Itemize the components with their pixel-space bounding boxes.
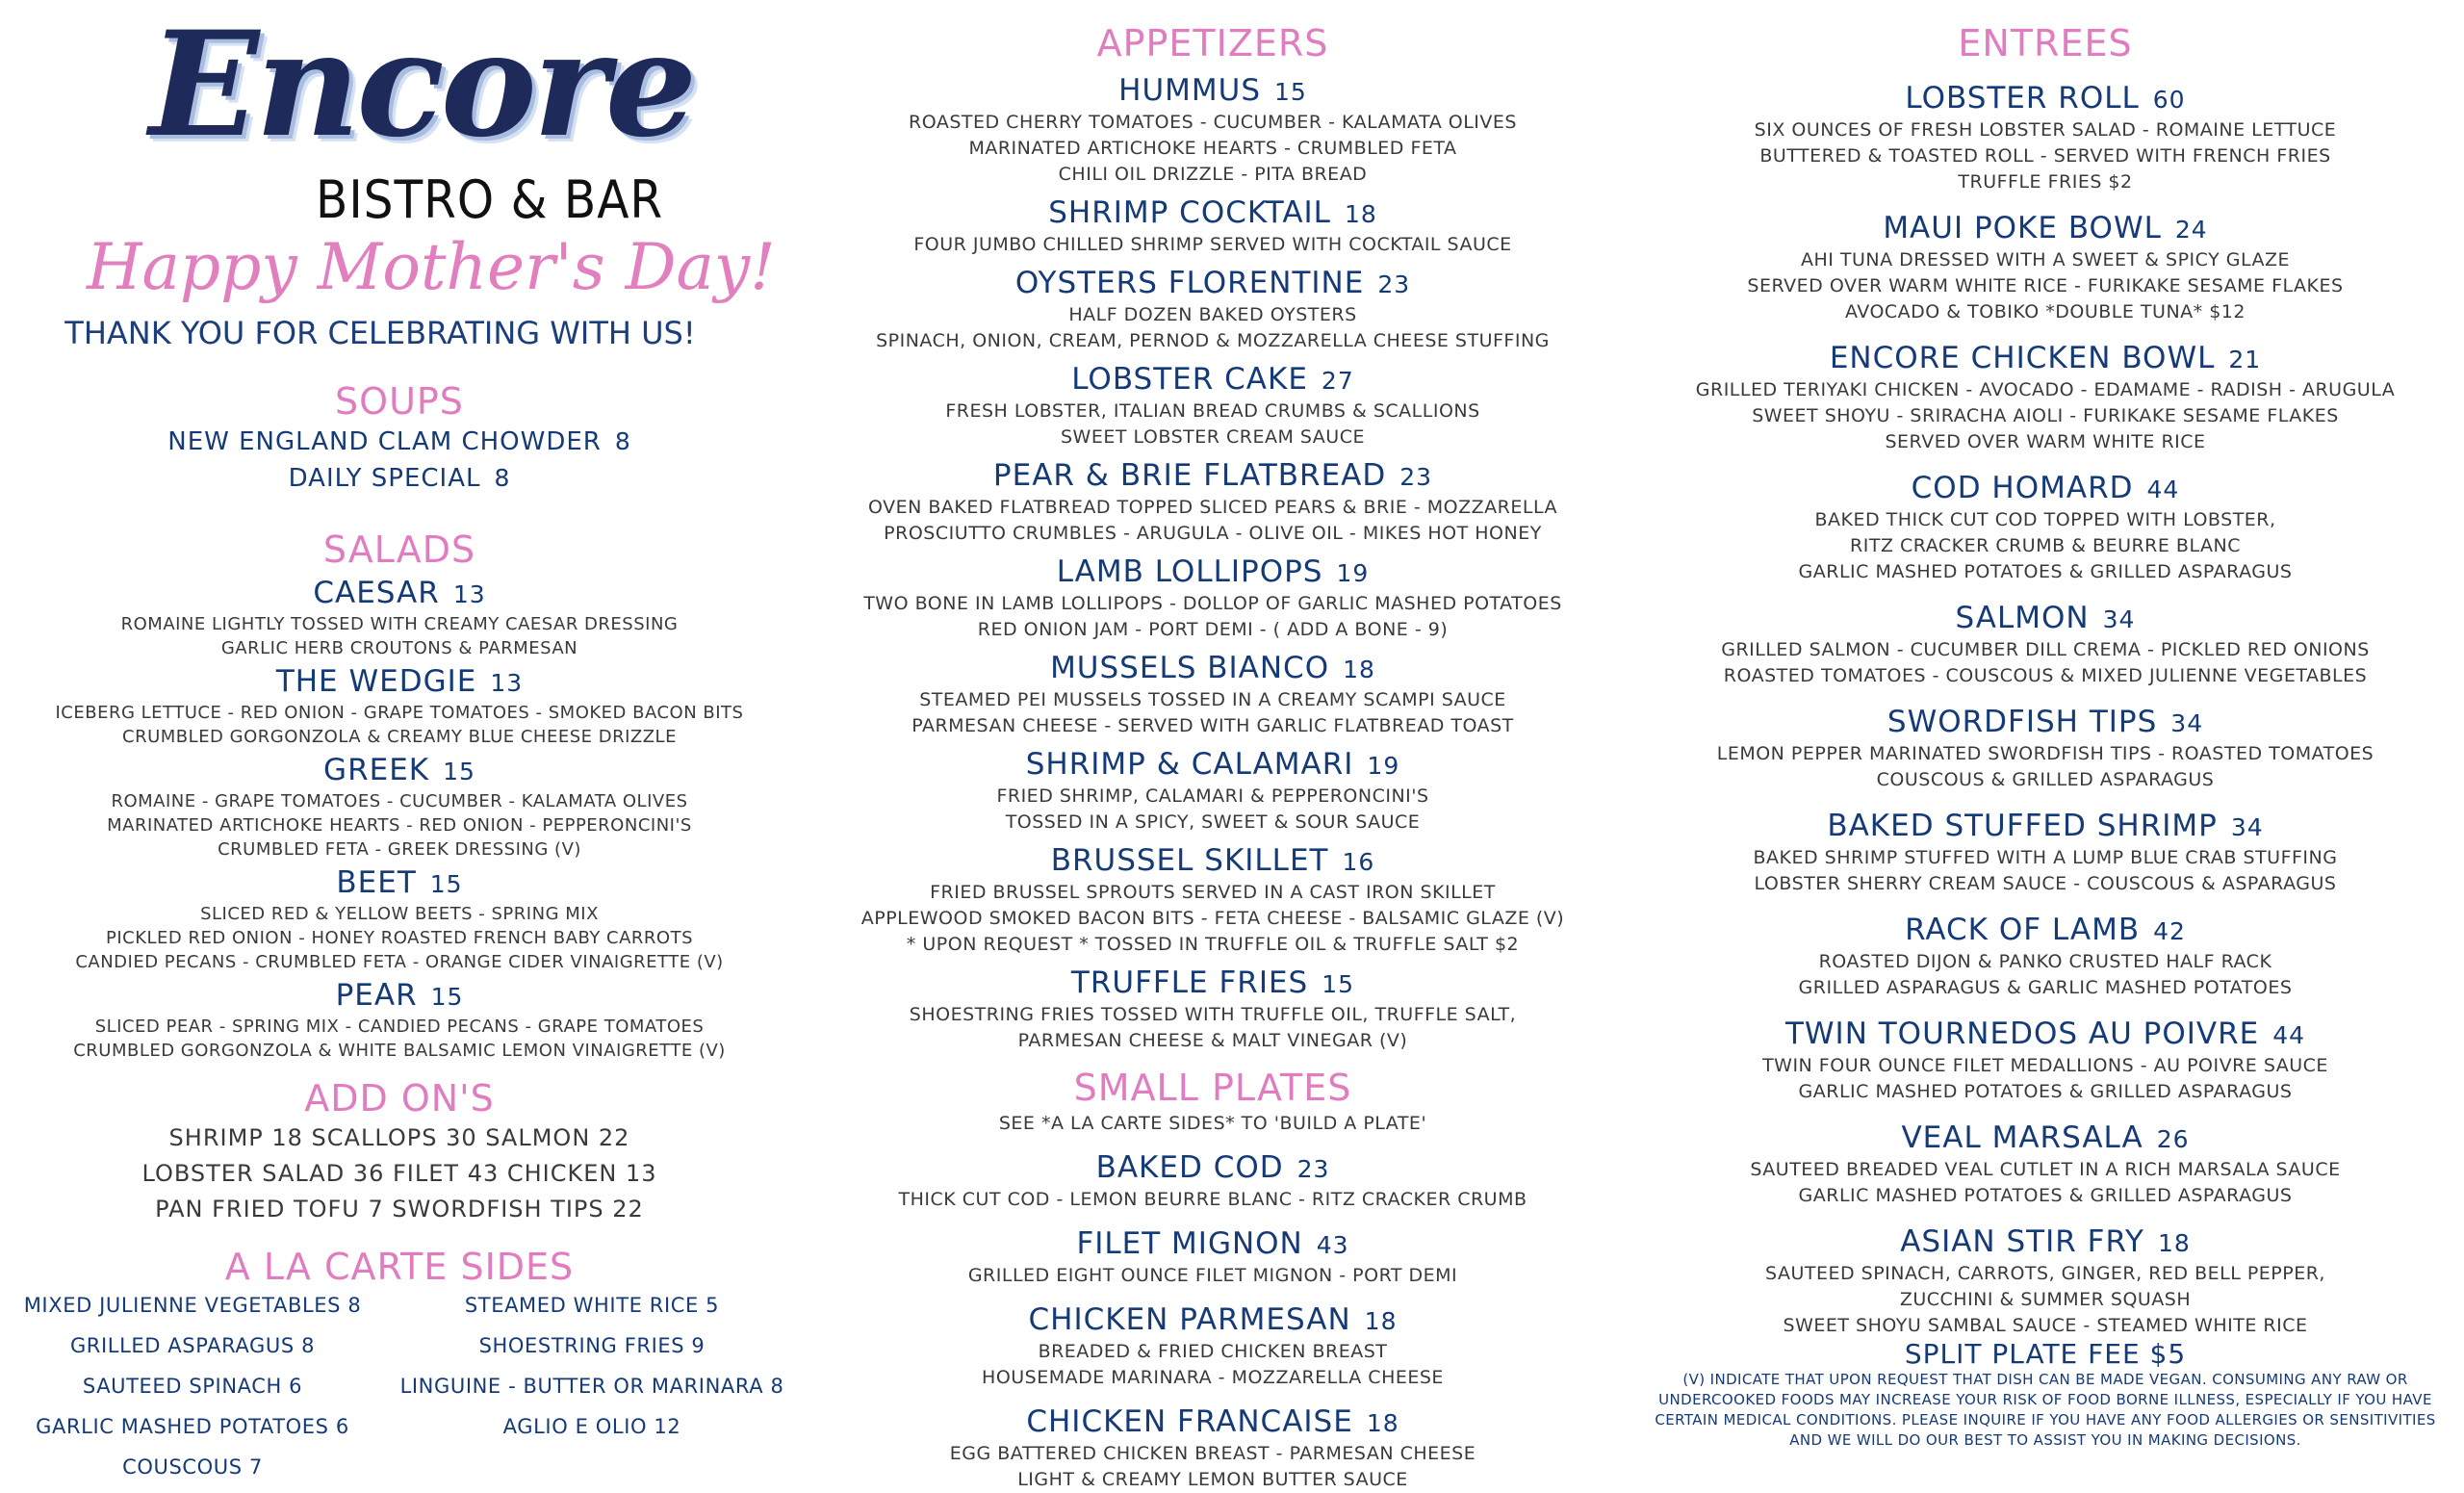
soup-price: 8 [614, 427, 631, 455]
greeting: Happy Mother's Day! [87, 230, 776, 304]
menu-item-description: SPINACH, ONION, CREAM, PERNOD & MOZZARELLA CHEESE STUFFING [876, 330, 1550, 351]
menu-item-name: GREEK [323, 753, 430, 787]
menu-item-name: TWIN TOURNEDOS AU POIVRE [1784, 1017, 2260, 1051]
logo [0, 0, 799, 231]
menu-item-heading [808, 747, 1617, 784]
menu-item-description: GARLIC MASHED POTATOES & GRILLED ASPARAGUS [1798, 561, 2293, 582]
menu-item [808, 747, 1617, 836]
menu-item-name: BAKED COD [1095, 1150, 1284, 1185]
menu-item [1627, 341, 2464, 455]
menu-item-description: BREADED & FRIED CHICKEN BREAST [1038, 1341, 1388, 1362]
menu-item-name: OYSTERS FLORENTINE [1014, 266, 1365, 300]
menu-item [808, 73, 1617, 188]
menu-item-description: SERVED OVER WARM WHITE RICE - FURIKAKE SESAME FLAKES [1747, 275, 2344, 296]
side-item: STEAMED WHITE RICE 5 [464, 1294, 720, 1317]
menu-item-description: HOUSEMADE MARINARA - MOZZARELLA CHEESE [982, 1367, 1444, 1388]
menu-item-description: PARMESAN CHEESE & MALT VINEGAR (V) [1017, 1030, 1408, 1051]
menu-item [0, 753, 799, 862]
menu-item-price: 44 [2146, 476, 2180, 503]
side-item: COUSCOUS 7 [122, 1455, 263, 1479]
menu-item-name: PEAR & BRIE FLATBREAD [992, 458, 1387, 493]
menu-item-description: TWIN FOUR OUNCE FILET MEDALLIONS - AU POIVRE SAUCE [1762, 1055, 2328, 1076]
menu-item-heading [808, 1404, 1617, 1441]
menu-item [808, 1226, 1617, 1289]
soup-item [0, 460, 799, 497]
menu-item-description: CRUMBLED GORGONZOLA & CREAMY BLUE CHEESE DRIZZLE [122, 727, 677, 747]
menu-item [1627, 1017, 2464, 1105]
menu-item-description: PICKLED RED ONION - HONEY ROASTED FRENCH BABY CARROTS [105, 928, 694, 948]
salads-list [0, 576, 799, 1063]
thanks-message: THANK YOU FOR CELEBRATING WITH US! [64, 315, 696, 351]
menu-item-price: 19 [1336, 559, 1370, 587]
menu-item-heading [1627, 1017, 2464, 1053]
menu-item-heading [808, 1150, 1617, 1187]
menu-item-description: RITZ CRACKER CRUMB & BEURRE BLANC [1850, 535, 2241, 556]
menu-item-description: TOSSED IN A SPICY, SWEET & SOUR SAUCE [1005, 811, 1421, 833]
appetizers-list [808, 73, 1617, 1054]
menu-item [1627, 705, 2464, 793]
menu-item-name: LOBSTER CAKE [1071, 362, 1308, 397]
menu-item-name: SHRIMP COCKTAIL [1048, 195, 1331, 230]
menu-item-description: LOBSTER SHERRY CREAM SAUCE - COUSCOUS & ASPARAGUS [1754, 873, 2337, 894]
addon-line: LOBSTER SALAD 36 FILET 43 CHICKEN 13 [141, 1160, 657, 1187]
menu-item-description: CANDIED PECANS - CRUMBLED FETA - ORANGE CIDER VINAIGRETTE (V) [75, 952, 724, 972]
menu-item-description: SERVED OVER WARM WHITE RICE [1885, 431, 2206, 452]
menu-item-name: PEAR [335, 978, 418, 1013]
soups-heading: SOUPS [335, 380, 464, 423]
menu-item-heading [808, 362, 1617, 399]
menu-item-name: TRUFFLE FRIES [1070, 965, 1309, 1000]
menu-item-price: 15 [1322, 970, 1355, 998]
menu-item [0, 664, 799, 749]
menu-item-heading [1627, 1120, 2464, 1157]
side-item: SAUTEED SPINACH 6 [82, 1375, 303, 1398]
menu-item-price: 44 [2272, 1021, 2306, 1049]
menu-item-heading [0, 865, 799, 902]
menu-item-name: FILET MIGNON [1076, 1226, 1303, 1261]
menu-item-description: GRILLED SALMON - CUCUMBER DILL CREMA - PICKLED RED ONIONS [1721, 639, 2370, 660]
logo-sub: BISTRO & BAR [316, 169, 664, 230]
menu-item-price: 18 [1343, 656, 1375, 683]
menu-item-heading [808, 73, 1617, 110]
salads-heading: SALADS [322, 528, 476, 571]
menu-item-description: ROASTED TOMATOES - COUSCOUS & MIXED JULIENNE VEGETABLES [1723, 665, 2368, 686]
menu-item-description: GRILLED TERIYAKI CHICKEN - AVOCADO - EDAMAME - RADISH - ARUGULA [1695, 379, 2396, 400]
menu-item-description: MARINATED ARTICHOKE HEARTS - RED ONION - PEPPERONCINI'S [107, 815, 692, 836]
menu-item-description: CHILI OIL DRIZZLE - PITA BREAD [1058, 164, 1368, 185]
side-item: SHOESTRING FRIES 9 [478, 1334, 706, 1357]
menu-item-description: LEMON PEPPER MARINATED SWORDFISH TIPS - ROASTED TOMATOES [1716, 743, 2374, 764]
menu-item-description: ROASTED DIJON & PANKO CRUSTED HALF RACK [1818, 951, 2272, 972]
menu-item-heading [808, 1226, 1617, 1263]
addon-line: SHRIMP 18 SCALLOPS 30 SALMON 22 [168, 1124, 630, 1151]
menu-item-price: 18 [1364, 1307, 1398, 1335]
menu-item-description: SAUTEED BREADED VEAL CUTLET IN A RICH MARSALA SAUCE [1750, 1159, 2341, 1180]
soup-name: DAILY SPECIAL [288, 464, 481, 493]
menu-item-heading [808, 965, 1617, 1002]
menu-item-description: GRILLED ASPARAGUS & GARLIC MASHED POTATOES [1798, 977, 2293, 998]
menu-item-description: FRIED SHRIMP, CALAMARI & PEPPERONCINI'S [996, 785, 1429, 807]
menu-item-price: 16 [1342, 848, 1375, 876]
side-item: LINGUINE - BUTTER OR MARINARA 8 [399, 1375, 784, 1398]
menu-item-price: 26 [2156, 1125, 2190, 1153]
menu-item-description: OVEN BAKED FLATBREAD TOPPED SLICED PEARS & BRIE - MOZZARELLA [868, 497, 1557, 518]
menu-item-heading [808, 843, 1617, 880]
menu-item-heading [808, 1302, 1617, 1339]
menu-item [0, 576, 799, 660]
menu-item-description: TRUFFLE FRIES $2 [1958, 171, 2133, 193]
menu-item-price: 23 [1399, 463, 1433, 491]
entrees-heading: ENTREES [1958, 22, 2133, 64]
menu-item-name: ENCORE CHICKEN BOWL [1829, 341, 2216, 375]
menu-item-description: FRESH LOBSTER, ITALIAN BREAD CRUMBS & SCALLIONS [945, 400, 1480, 422]
menu-item-heading [1627, 809, 2464, 845]
menu-item-name: CHICKEN FRANCAISE [1026, 1404, 1353, 1439]
menu-item-description: BUTTERED & TOASTED ROLL - SERVED WITH FRENCH FRIES [1759, 145, 2331, 167]
menu-item-price: 34 [2230, 813, 2264, 841]
menu-item-price: 24 [2174, 216, 2208, 244]
menu-item-name: MAUI POKE BOWL [1883, 211, 2162, 245]
menu-item-name: LAMB LOLLIPOPS [1056, 554, 1323, 589]
menu-item-description: ROASTED CHERRY TOMATOES - CUCUMBER - KALAMATA OLIVES [909, 112, 1517, 133]
entrees-list [1627, 81, 2464, 1339]
menu-item-name: CHICKEN PARMESAN [1028, 1302, 1351, 1337]
menu-item-description: ROMAINE LIGHTLY TOSSED WITH CREAMY CAESAR DRESSING [120, 614, 679, 634]
menu-item-price: 13 [452, 580, 486, 608]
menu-item-description: COUSCOUS & GRILLED ASPARAGUS [1876, 769, 2215, 790]
small-plates-heading: SMALL PLATES [1073, 1067, 1352, 1109]
menu-item-description: CRUMBLED GORGONZOLA & WHITE BALSAMIC LEMON VINAIGRETTE (V) [73, 1041, 726, 1061]
soup-item [0, 424, 799, 460]
addon-line: PAN FRIED TOFU 7 SWORDFISH TIPS 22 [155, 1196, 644, 1223]
menu-item-price: 19 [1367, 752, 1400, 780]
menu-item-heading [808, 195, 1617, 232]
menu-item-description: SWEET SHOYU SAMBAL SAUCE - STEAMED WHITE RICE [1783, 1315, 2308, 1336]
menu-item-description: RED ONION JAM - PORT DEMI - ( ADD A BONE - 9) [977, 619, 1449, 640]
menu-item-price: 60 [2152, 86, 2186, 114]
menu-item-price: 27 [1321, 367, 1354, 395]
menu-item-heading [1627, 913, 2464, 949]
menu-item-description: EGG BATTERED CHICKEN BREAST - PARMESAN CHEESE [949, 1443, 1476, 1464]
menu-item [808, 1150, 1617, 1213]
menu-item-name: ASIAN STIR FRY [1900, 1224, 2144, 1259]
menu-item-description: AVOCADO & TOBIKO *DOUBLE TUNA* $12 [1845, 301, 2246, 322]
menu-item-description: GRILLED EIGHT OUNCE FILET MIGNON - PORT DEMI [967, 1265, 1458, 1286]
menu-item-description: SAUTEED SPINACH, CARROTS, GINGER, RED BELL PEPPER, [1765, 1263, 2325, 1284]
middle-column [808, 0, 1617, 1493]
menu-item [1627, 809, 2464, 897]
appetizers-heading: APPETIZERS [1096, 22, 1329, 64]
menu-item-name: BRUSSEL SKILLET [1050, 843, 1329, 878]
menu-item [1627, 471, 2464, 585]
addons-heading: ADD ON'S [304, 1077, 495, 1120]
menu-item [1627, 1224, 2464, 1339]
right-column [1627, 0, 2464, 1451]
side-item: GRILLED ASPARAGUS 8 [69, 1334, 316, 1357]
menu-item-heading [1627, 601, 2464, 637]
soup-name: NEW ENGLAND CLAM CHOWDER [167, 427, 602, 456]
menu-item [1627, 211, 2464, 325]
menu-item-description: SWEET LOBSTER CREAM SAUCE [1061, 426, 1365, 448]
menu-item-price: 34 [2170, 709, 2204, 737]
side-item: MIXED JULIENNE VEGETABLES 8 [23, 1294, 362, 1317]
menu-item-description: CRUMBLED FETA - GREEK DRESSING (V) [218, 839, 581, 860]
menu-item [808, 843, 1617, 958]
menu-item-heading [808, 651, 1617, 687]
menu-item-name: HUMMUS [1118, 73, 1262, 108]
menu-item-description: BAKED SHRIMP STUFFED WITH A LUMP BLUE CRAB STUFFING [1753, 847, 2338, 868]
sides-grid [0, 1289, 799, 1483]
menu-item-heading [0, 978, 799, 1015]
menu-item [1627, 81, 2464, 195]
menu-item [0, 978, 799, 1063]
menu-item-price: 23 [1296, 1155, 1330, 1183]
menu-item-heading [0, 753, 799, 789]
menu-item-description: GARLIC MASHED POTATOES & GRILLED ASPARAGUS [1798, 1081, 2293, 1102]
menu-item-description: SLICED RED & YELLOW BEETS - SPRING MIX [200, 904, 599, 924]
menu-item-heading [808, 554, 1617, 591]
menu-item-description: GARLIC MASHED POTATOES & GRILLED ASPARAGUS [1798, 1185, 2293, 1206]
menu-item-name: RACK OF LAMB [1905, 913, 2141, 947]
menu-item-description: BAKED THICK CUT COD TOPPED WITH LOBSTER, [1814, 509, 2276, 530]
menu-item-name: BAKED STUFFED SHRIMP [1827, 809, 2218, 843]
menu-item-description: SIX OUNCES OF FRESH LOBSTER SALAD - ROMAINE LETTUCE [1754, 119, 2337, 141]
side-item [385, 1451, 799, 1483]
menu-item [1627, 601, 2464, 689]
menu-item-description: MARINATED ARTICHOKE HEARTS - CRUMBLED FETA [968, 138, 1457, 159]
menu-item [0, 865, 799, 974]
menu-item-price: 43 [1316, 1231, 1349, 1259]
menu-item-heading [808, 458, 1617, 495]
menu-item-name: LOBSTER ROLL [1905, 81, 2140, 116]
logo-main: Encore [149, 0, 694, 169]
menu-item [808, 266, 1617, 354]
menu-item [1627, 913, 2464, 1001]
menu-item-description: SLICED PEAR - SPRING MIX - CANDIED PECANS - GRAPE TOMATOES [94, 1017, 705, 1037]
menu-item-name: SWORDFISH TIPS [1886, 705, 2158, 739]
menu-item [808, 195, 1617, 258]
menu-item-price: 42 [2153, 917, 2186, 945]
menu-item-heading [808, 266, 1617, 302]
menu-item-name: THE WEDGIE [275, 664, 477, 699]
menu-item [808, 1302, 1617, 1391]
menu-item-description: APPLEWOOD SMOKED BACON BITS - FETA CHEESE - BALSAMIC GLAZE (V) [860, 908, 1565, 929]
menu-item-price: 15 [429, 870, 463, 898]
side-item: AGLIO E OLIO 12 [502, 1415, 681, 1438]
soups-list [0, 424, 799, 497]
menu-item-description: FOUR JUMBO CHILLED SHRIMP SERVED WITH COCKTAIL SAUCE [913, 234, 1512, 255]
menu-item-name: CAESAR [313, 576, 440, 610]
menu-item-description: ZUCCHINI & SUMMER SQUASH [1899, 1289, 2192, 1310]
menu-item-description: PROSCIUTTO CRUMBLES - ARUGULA - OLIVE OIL - MIKES HOT HONEY [884, 523, 1542, 544]
side-item: GARLIC MASHED POTATOES 6 [36, 1415, 349, 1438]
menu-item-name: COD HOMARD [1911, 471, 2134, 505]
footnote: (V) INDICATE THAT UPON REQUEST THAT DISH CAN BE MADE VEGAN. CONSUMING ANY RAW OR UNDERCOOKED FOODS MAY INCREASE YOUR RISK OF FOOD BORNE ILLNESS, ESPECIALLY IF YOU HAVE CERTAIN MEDICAL CONDITIONS. PLEASE INQUIRE IF YOU HAVE ANY FOOD ALLERGIES OR SENSITIVITIES AND WE WILL DO OUR BEST TO ASSIST YOU IN MAKING DECISIONS. [1655, 1371, 2436, 1449]
menu-item-price: 34 [2102, 605, 2136, 633]
menu-item-heading [1627, 705, 2464, 741]
menu-item-description: STEAMED PEI MUSSELS TOSSED IN A CREAMY SCAMPI SAUCE [919, 689, 1506, 710]
menu-item-heading [0, 576, 799, 612]
menu-item-description: SWEET SHOYU - SRIRACHA AIOLI - FURIKAKE SESAME FLAKES [1752, 405, 2339, 426]
menu-item-description: LIGHT & CREAMY LEMON BUTTER SAUCE [1017, 1469, 1408, 1490]
menu-item-description: GARLIC HERB CROUTONS & PARMESAN [220, 638, 578, 658]
menu-item-description: HALF DOZEN BAKED OYSTERS [1068, 304, 1357, 325]
menu-item-description: ICEBERG LETTUCE - RED ONION - GRAPE TOMATOES - SMOKED BACON BITS [55, 703, 744, 723]
menu-item-description: TWO BONE IN LAMB LOLLIPOPS - DOLLOP OF GARLIC MASHED POTATOES [863, 593, 1562, 614]
menu-item-description: SHOESTRING FRIES TOSSED WITH TRUFFLE OIL, TRUFFLE SALT, [909, 1004, 1517, 1025]
menu-item-heading [1627, 1224, 2464, 1261]
menu-item-name: SHRIMP & CALAMARI [1025, 747, 1354, 782]
menu-item-description: ROMAINE - GRAPE TOMATOES - CUCUMBER - KALAMATA OLIVES [111, 791, 688, 811]
small-plates-note: SEE *A LA CARTE SIDES* TO 'BUILD A PLATE' [998, 1113, 1427, 1134]
menu-item [808, 1404, 1617, 1493]
menu-item-heading [1627, 471, 2464, 507]
menu-item-price: 18 [1344, 200, 1377, 228]
menu-item-heading [1627, 341, 2464, 377]
menu-item [808, 362, 1617, 450]
left-column [0, 0, 799, 1483]
menu-item-description: THICK CUT COD - LEMON BEURRE BLANC - RITZ CRACKER CRUMB [898, 1189, 1527, 1210]
split-plate-fee: SPLIT PLATE FEE $5 [1904, 1338, 2187, 1370]
menu-item-description: FRIED BRUSSEL SPROUTS SERVED IN A CAST IRON SKILLET [930, 882, 1496, 903]
menu-item-name: SALMON [1955, 601, 2090, 635]
menu-item-price: 23 [1377, 270, 1411, 298]
menu-item-description: PARMESAN CHEESE - SERVED WITH GARLIC FLATBREAD TOAST [911, 715, 1514, 736]
menu-item-heading [0, 664, 799, 701]
addons-list [0, 1120, 799, 1227]
menu-item-description: * UPON REQUEST * TOSSED IN TRUFFLE OIL & TRUFFLE SALT $2 [906, 934, 1520, 955]
sides-heading: A LA CARTE SIDES [224, 1246, 575, 1288]
menu-item-price: 18 [2157, 1229, 2191, 1257]
menu-item-price: 13 [490, 669, 524, 697]
soup-price: 8 [494, 464, 511, 492]
menu-item-price: 15 [430, 983, 464, 1011]
menu-item-price: 21 [2228, 346, 2262, 373]
small-plates-list [808, 1150, 1617, 1493]
menu-item-heading [1627, 211, 2464, 247]
menu-item-name: MUSSELS BIANCO [1050, 651, 1330, 685]
menu-item [808, 458, 1617, 547]
menu-item-description: AHI TUNA DRESSED WITH A SWEET & SPICY GLAZE [1800, 249, 2290, 270]
menu-item [808, 651, 1617, 739]
menu-item [808, 554, 1617, 643]
menu-item-heading [1627, 81, 2464, 117]
menu-item-name: BEET [336, 865, 417, 900]
menu-item-price: 15 [1274, 78, 1307, 106]
menu-item-price: 18 [1366, 1409, 1399, 1437]
menu-item [808, 965, 1617, 1054]
menu-item-name: VEAL MARSALA [1901, 1120, 2143, 1155]
menu-item-price: 15 [443, 758, 475, 785]
menu-item [1627, 1120, 2464, 1209]
